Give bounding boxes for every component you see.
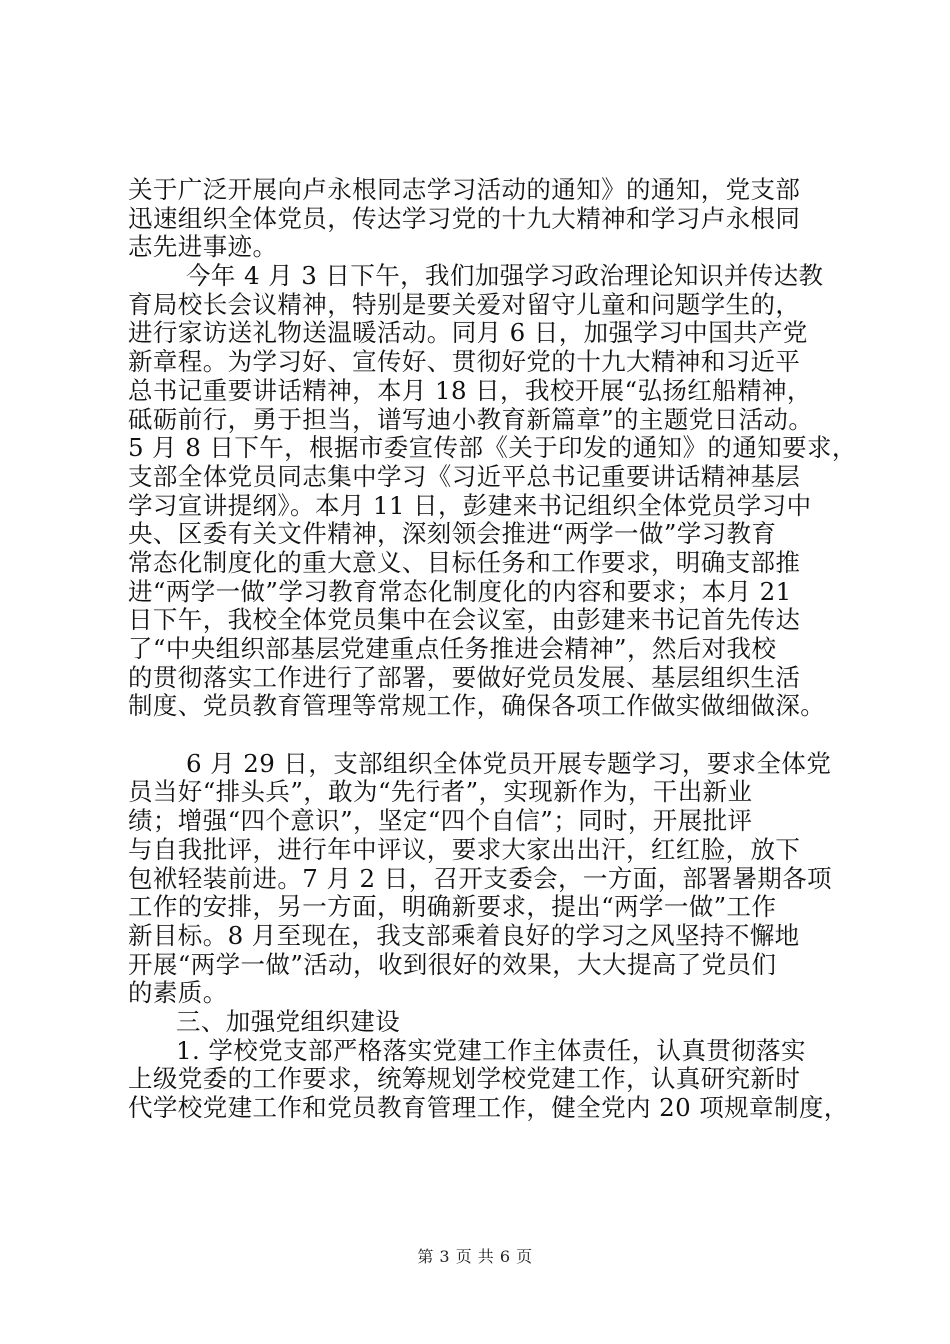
text-line: 开展“两学一做”活动，收到很好的效果，大大提高了党员们 (128, 949, 777, 979)
text-line: 育局校长会议精神，特别是要关爱对留守儿童和问题学生的， (128, 289, 801, 319)
paragraph-gap (128, 721, 828, 750)
text-line: 1. 学校党支部严格落实党建工作主体责任，认真贯彻落实 (176, 1035, 806, 1065)
text-line: 上级党委的工作要求，统筹规划学校党建工作，认真研究新时 (128, 1064, 801, 1094)
text-line: 进“两学一做”学习教育常态化制度化的内容和要求；本月 21 (128, 576, 792, 606)
text-line: 制度、党员教育管理等常规工作，确保各项工作做实做细做深。 (128, 691, 826, 721)
text-line: 工作的安排，另一方面，明确新要求，提出“两学一做”工作 (128, 892, 777, 922)
text-line: 关于广泛开展向卢永根同志学习活动的通知》的通知，党支部 (128, 175, 801, 204)
text-line: 央、区委有关文件精神，深刻领会推进“两学一做”学习教育 (128, 519, 777, 549)
text-line: 包袱轻装前进。7 月 2 日，召开支委会，一方面，部署暑期各项 (128, 863, 832, 893)
text-line: 今年 4 月 3 日下午，我们加强学习政治理论知识并传达教 (186, 261, 824, 291)
text-line: 新章程。为学习好、宣传好、贯彻好党的十九大精神和习近平 (128, 347, 801, 377)
text-line: 砥砺前行，勇于担当，谱写迪小教育新篇章”的主题党日活动。 (128, 404, 814, 434)
text-line: 迅速组织全体党员，传达学习党的十九大精神和学习卢永根同 (128, 203, 801, 233)
text-line: 的贯彻落实工作进行了部署，要做好党员发展、基层组织生活 (128, 662, 801, 692)
text-line: 新目标。8 月至现在，我支部乘着良好的学习之风坚持不懈地 (128, 920, 800, 950)
text-line: 与自我批评，进行年中评议，要求大家出出汗，红红脸，放下 (128, 834, 801, 864)
text-line: 常态化制度化的重大意义、目标任务和工作要求，明确支部推 (128, 547, 801, 577)
text-line: 代学校党建工作和党员教育管理工作，健全党内 20 项规章制度， (128, 1093, 849, 1122)
text-line: 员当好“排头兵”，敢为“先行者”，实现新作为，干出新业 (128, 777, 753, 807)
text-line: 支部全体党员同志集中学习《习近平总书记重要讲话精神基层 (128, 461, 801, 491)
page-number-footer: 第 3 页 共 6 页 (417, 1247, 533, 1266)
text-line: 学习宣讲提纲》。本月 11 日，彭建来书记组织全体党员学习中 (128, 490, 812, 520)
text-line: 日下午，我校全体党员集中在会议室，由彭建来书记首先传达 (128, 605, 801, 635)
text-line: 5 月 8 日下午，根据市委宣传部《关于印发的通知》的通知要求， (128, 433, 857, 463)
section-heading: 三、加强党组织建设 (176, 1006, 401, 1036)
text-line: 志先进事迹。 (128, 232, 278, 262)
text-line: 的素质。 (128, 978, 228, 1008)
text-line: 绩；增强“四个意识”，坚定“四个自信”；同时，开展批评 (128, 806, 753, 836)
text-line: 6 月 29 日，支部组织全体党员开展专题学习，要求全体党 (186, 748, 832, 778)
text-line: 总书记重要讲话精神，本月 18 日，我校开展“弘扬红船精神， (128, 375, 812, 405)
text-line: 了“中央组织部基层党建重点任务推进会精神”，然后对我校 (128, 634, 777, 663)
text-line: 进行家访送礼物送温暖活动。同月 6 日，加强学习中国共产党 (128, 318, 808, 348)
document-body (128, 175, 857, 1123)
